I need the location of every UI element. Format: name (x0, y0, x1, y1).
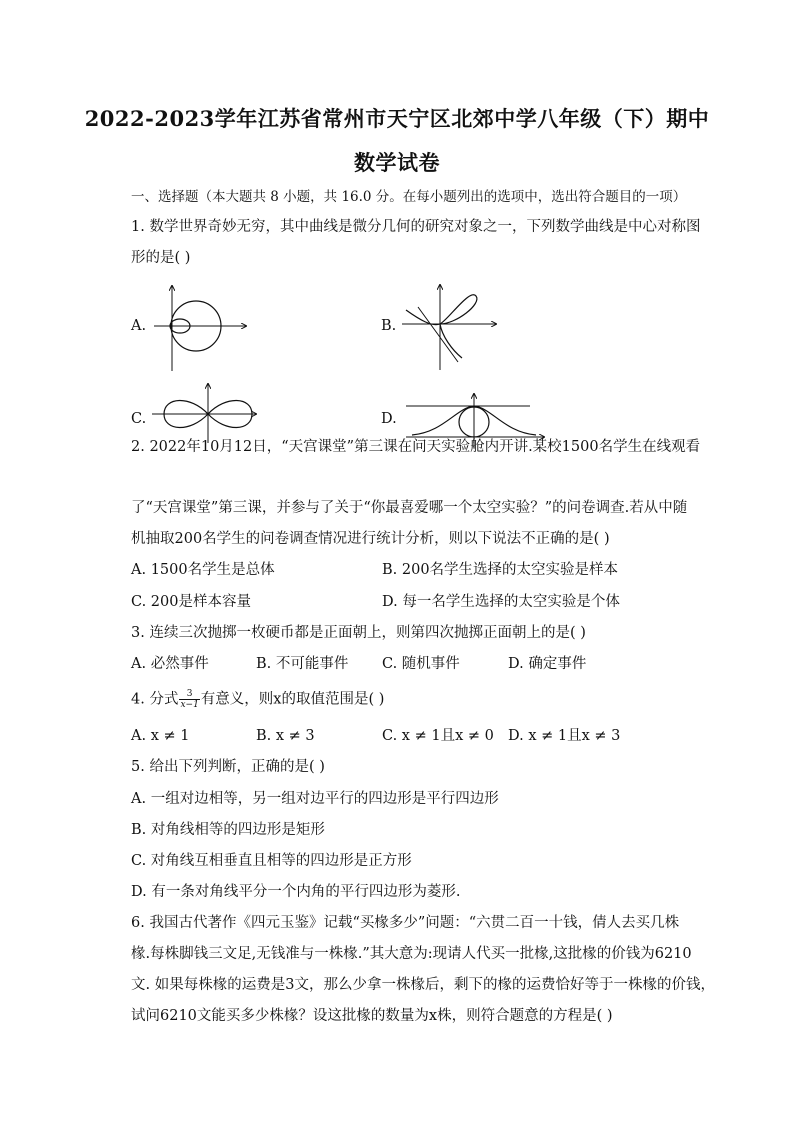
q6-stem-line1: 6. 我国古代著作《四元玉鉴》记载“买椽多少”问题：“六贯二百一十钱，倩人去买几株 (131, 915, 680, 931)
q4-option-d: D. x ≠ 1且x ≠ 3 (508, 728, 621, 744)
q5-stem: 5. 给出下列判断，正确的是( ) (131, 759, 325, 775)
q5-option-a: A. 一组对边相等，另一组对边平行的四边形是平行四边形 (131, 791, 499, 807)
q2-option-d: D. 每一名学生选择的太空实验是个体 (382, 594, 620, 610)
q3-option-c: C. 随机事件 (382, 656, 460, 672)
q4-fraction (179, 689, 199, 710)
q2-stem-line1: 2. 2022年10月12日，“天宫课堂”第三课在问天实验舱内开讲.某校1500名学生在线观看 (131, 439, 701, 455)
q4-stem-suffix: 有意义，则x的取值范围是( ) (200, 691, 385, 708)
q5-option-b: B. 对角线相等的四边形是矩形 (131, 822, 325, 838)
q3-option-d: D. 确定事件 (508, 656, 587, 672)
q5-option-d: D. 有一条对角线平分一个内角的平行四边形为菱形. (131, 884, 461, 900)
q3-option-a: A. 必然事件 (131, 656, 209, 672)
q4-option-c: C. x ≠ 1且x ≠ 0 (382, 728, 494, 744)
section-heading: 一、选择题（本大题共 8 小题，共 16.0 分。在每小题列出的选项中，选出符合题目的一项） (131, 189, 687, 205)
q1-option-a-label: A. (131, 318, 147, 334)
q1-stem-line2: 形的是( ) (131, 250, 191, 266)
q1-option-a-figure (150, 283, 250, 373)
q4-option-a: A. x ≠ 1 (131, 728, 190, 744)
q1-option-c-label: C. (131, 411, 147, 427)
q2-option-c: C. 200是样本容量 (131, 594, 251, 610)
q2-stem-line3: 机抽取200名学生的问卷调查情况进行统计分析，则以下说法不正确的是( ) (131, 531, 610, 547)
q4-stem (131, 689, 384, 710)
exam-title-line1: 2022-2023学年江苏省常州市天宁区北郊中学八年级（下）期中 (84, 106, 710, 131)
q3-stem: 3. 连续三次抛掷一枚硬币都是正面朝上，则第四次抛掷正面朝上的是( ) (131, 625, 586, 641)
q2-option-a: A. 1500名学生是总体 (131, 562, 275, 578)
q1-option-c-figure (150, 381, 260, 445)
q2-option-b: B. 200名学生选择的太空实验是样本 (382, 562, 619, 578)
q4-fraction-denominator: x−1 (180, 700, 199, 710)
q2-stem-line2: 了“天宫课堂”第三课，并参与了关于“你最喜爱哪一个太空实验？”的问卷调查.若从中随 (131, 500, 688, 516)
q1-option-b-label: B. (381, 318, 397, 334)
q1-option-d-label: D. (381, 411, 397, 427)
q6-stem-line3: 文. 如果每株椽的运费是3文，那么少拿一株椽后，剩下的椽的运费恰好等于一株椽的价钱， (131, 977, 715, 993)
q4-stem-prefix: 4. 分式 (131, 691, 179, 708)
q5-option-c: C. 对角线互相垂直且相等的四边形是正方形 (131, 853, 412, 869)
q4-option-b: B. x ≠ 3 (256, 728, 315, 744)
q1-stem-line1: 1. 数学世界奇妙无穷，其中曲线是微分几何的研究对象之一，下列数学曲线是中心对称图 (131, 219, 701, 235)
q6-stem-line2: 椽.每株脚钱三文足,无钱准与一株椽.”其大意为:现请人代买一批椽,这批椽的价钱为6210 (131, 946, 692, 962)
q6-stem-line4: 试问6210文能买多少株椽？设这批椽的数量为x株，则符合题意的方程是( ) (131, 1008, 613, 1024)
q4-fraction-numerator: 3 (179, 689, 199, 700)
exam-title-line2: 数学试卷 (354, 150, 440, 175)
q3-option-b: B. 不可能事件 (256, 656, 349, 672)
q1-option-b-figure (400, 282, 500, 372)
